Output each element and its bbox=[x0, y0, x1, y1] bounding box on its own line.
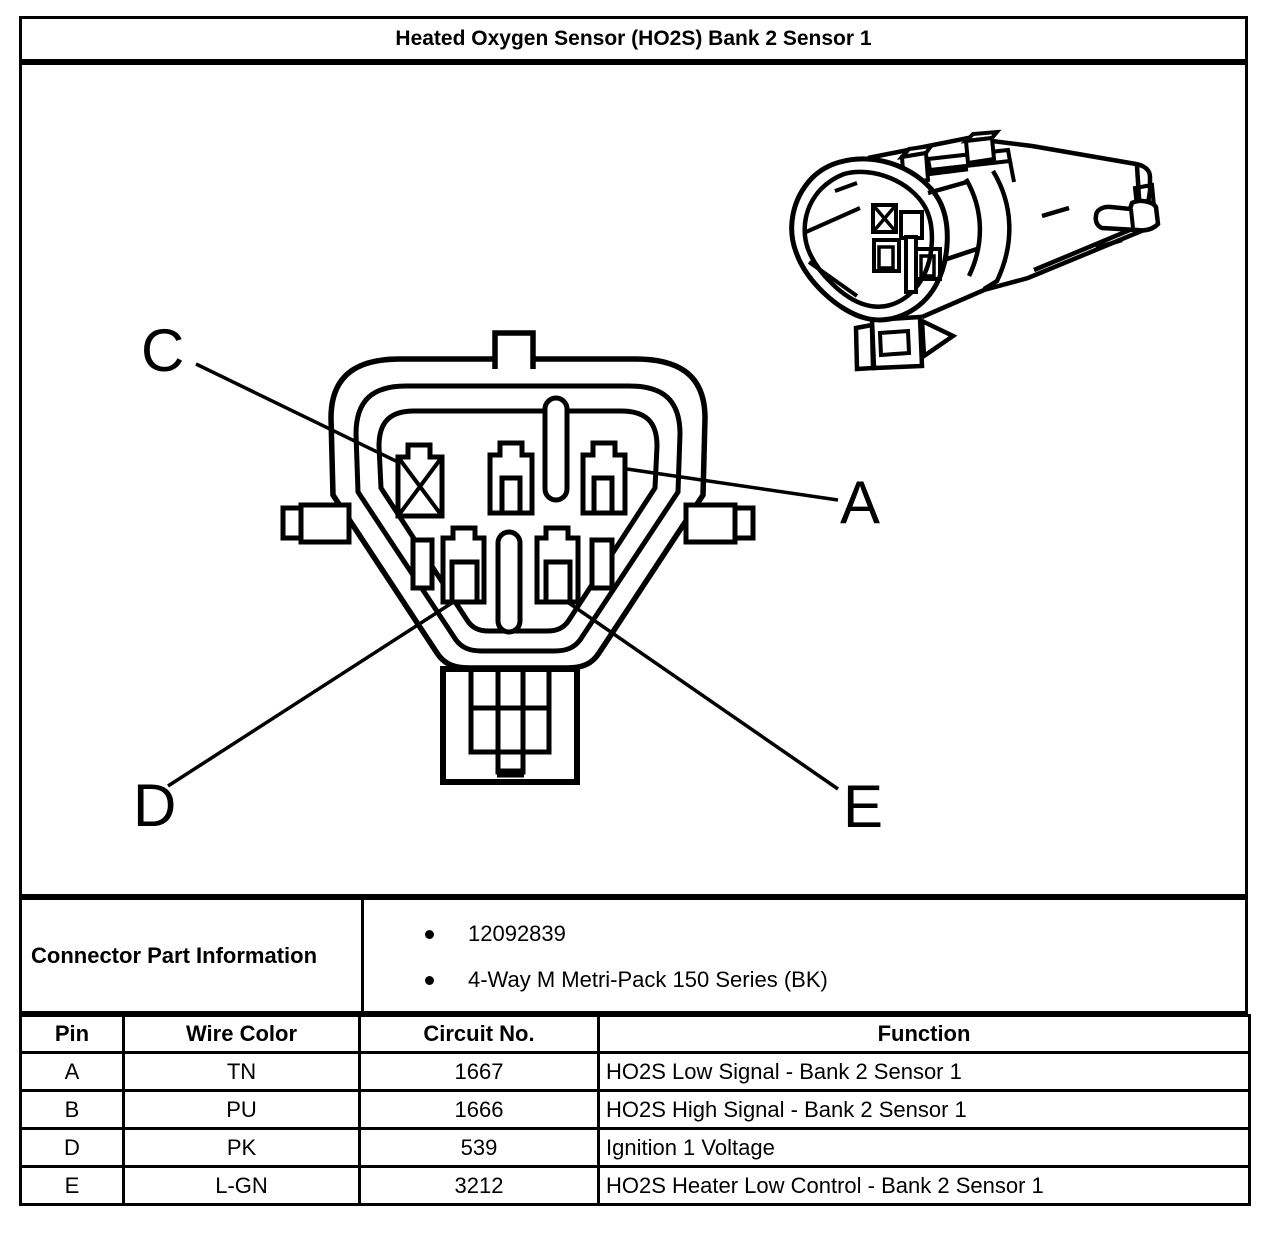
pin-cavity-d bbox=[443, 528, 484, 602]
cell-function: Ignition 1 Voltage bbox=[599, 1129, 1250, 1167]
connector-part-information-section bbox=[19, 897, 1248, 1014]
table-row bbox=[21, 1053, 1250, 1091]
pin-cavity-e bbox=[537, 528, 578, 602]
header-function: Function bbox=[599, 1016, 1250, 1053]
pin-cavity-b bbox=[490, 443, 532, 513]
bullet-icon bbox=[425, 930, 434, 939]
top-index-tab bbox=[495, 333, 533, 369]
pin-cavity-a bbox=[583, 443, 625, 513]
header-pin: Pin bbox=[21, 1016, 124, 1053]
leader-line-d bbox=[168, 601, 455, 786]
cell-circuit-no: 3212 bbox=[360, 1167, 599, 1205]
bullet-icon bbox=[425, 976, 434, 985]
cell-wire-color: L-GN bbox=[124, 1167, 360, 1205]
cell-wire-color: PK bbox=[124, 1129, 360, 1167]
cell-pin: D bbox=[21, 1129, 124, 1167]
page-title: Heated Oxygen Sensor (HO2S) Bank 2 Sensor 1 bbox=[395, 27, 872, 50]
pin-label-a: A bbox=[840, 469, 881, 536]
pin-label-e: E bbox=[843, 773, 884, 840]
part-number: 12092839 bbox=[468, 921, 566, 946]
connector-diagram bbox=[22, 65, 1245, 894]
seal-band-arc-2 bbox=[984, 171, 1009, 289]
body-accent-dashes bbox=[928, 182, 1122, 260]
table-header-row bbox=[21, 1016, 1250, 1053]
table-row bbox=[21, 1167, 1250, 1205]
right-wing-tab bbox=[686, 505, 753, 542]
connector-front-view bbox=[133, 317, 883, 840]
cell-wire-color: TN bbox=[124, 1053, 360, 1091]
part-info-item bbox=[364, 967, 1245, 993]
cell-pin: E bbox=[21, 1167, 124, 1205]
left-wing-tab bbox=[283, 505, 349, 542]
leader-line-a bbox=[627, 469, 838, 500]
cell-wire-color: PU bbox=[124, 1091, 360, 1129]
cell-circuit-no: 1666 bbox=[360, 1091, 599, 1129]
diagram-panel bbox=[19, 62, 1248, 897]
bottom-lock bbox=[856, 317, 953, 369]
bottom-extension bbox=[443, 669, 577, 782]
cell-function: HO2S Heater Low Control - Bank 2 Sensor 1 bbox=[599, 1167, 1250, 1205]
table-row bbox=[21, 1091, 1250, 1129]
cell-pin: A bbox=[21, 1053, 124, 1091]
connector-3d-view bbox=[792, 132, 1158, 369]
connector-series: 4-Way M Metri-Pack 150 Series (BK) bbox=[468, 967, 828, 992]
right-relief-slot bbox=[592, 540, 612, 588]
title-bar bbox=[19, 16, 1248, 62]
part-info-list bbox=[364, 900, 1245, 1011]
cell-function: HO2S Low Signal - Bank 2 Sensor 1 bbox=[599, 1053, 1250, 1091]
cell-circuit-no: 1667 bbox=[360, 1053, 599, 1091]
header-wire-color: Wire Color bbox=[124, 1016, 360, 1053]
part-info-item bbox=[364, 921, 1245, 947]
part-info-label: Connector Part Information bbox=[22, 900, 364, 1011]
pin-label-d: D bbox=[133, 772, 177, 839]
header-circuit-no: Circuit No. bbox=[360, 1016, 599, 1053]
cell-function: HO2S High Signal - Bank 2 Sensor 1 bbox=[599, 1091, 1250, 1129]
pin-cavity-c-blocked bbox=[398, 445, 442, 516]
leader-line-c bbox=[196, 364, 400, 463]
pinout-table bbox=[19, 1014, 1251, 1206]
lower-keyway-slot bbox=[498, 532, 520, 632]
left-relief-slot bbox=[413, 540, 432, 588]
seal-band-arc-1 bbox=[966, 179, 980, 276]
leader-line-e bbox=[566, 601, 838, 789]
table-row bbox=[21, 1129, 1250, 1167]
pin-label-c: C bbox=[141, 317, 185, 384]
cell-pin: B bbox=[21, 1091, 124, 1129]
upper-keyway-slot bbox=[545, 398, 567, 500]
cell-circuit-no: 539 bbox=[360, 1129, 599, 1167]
